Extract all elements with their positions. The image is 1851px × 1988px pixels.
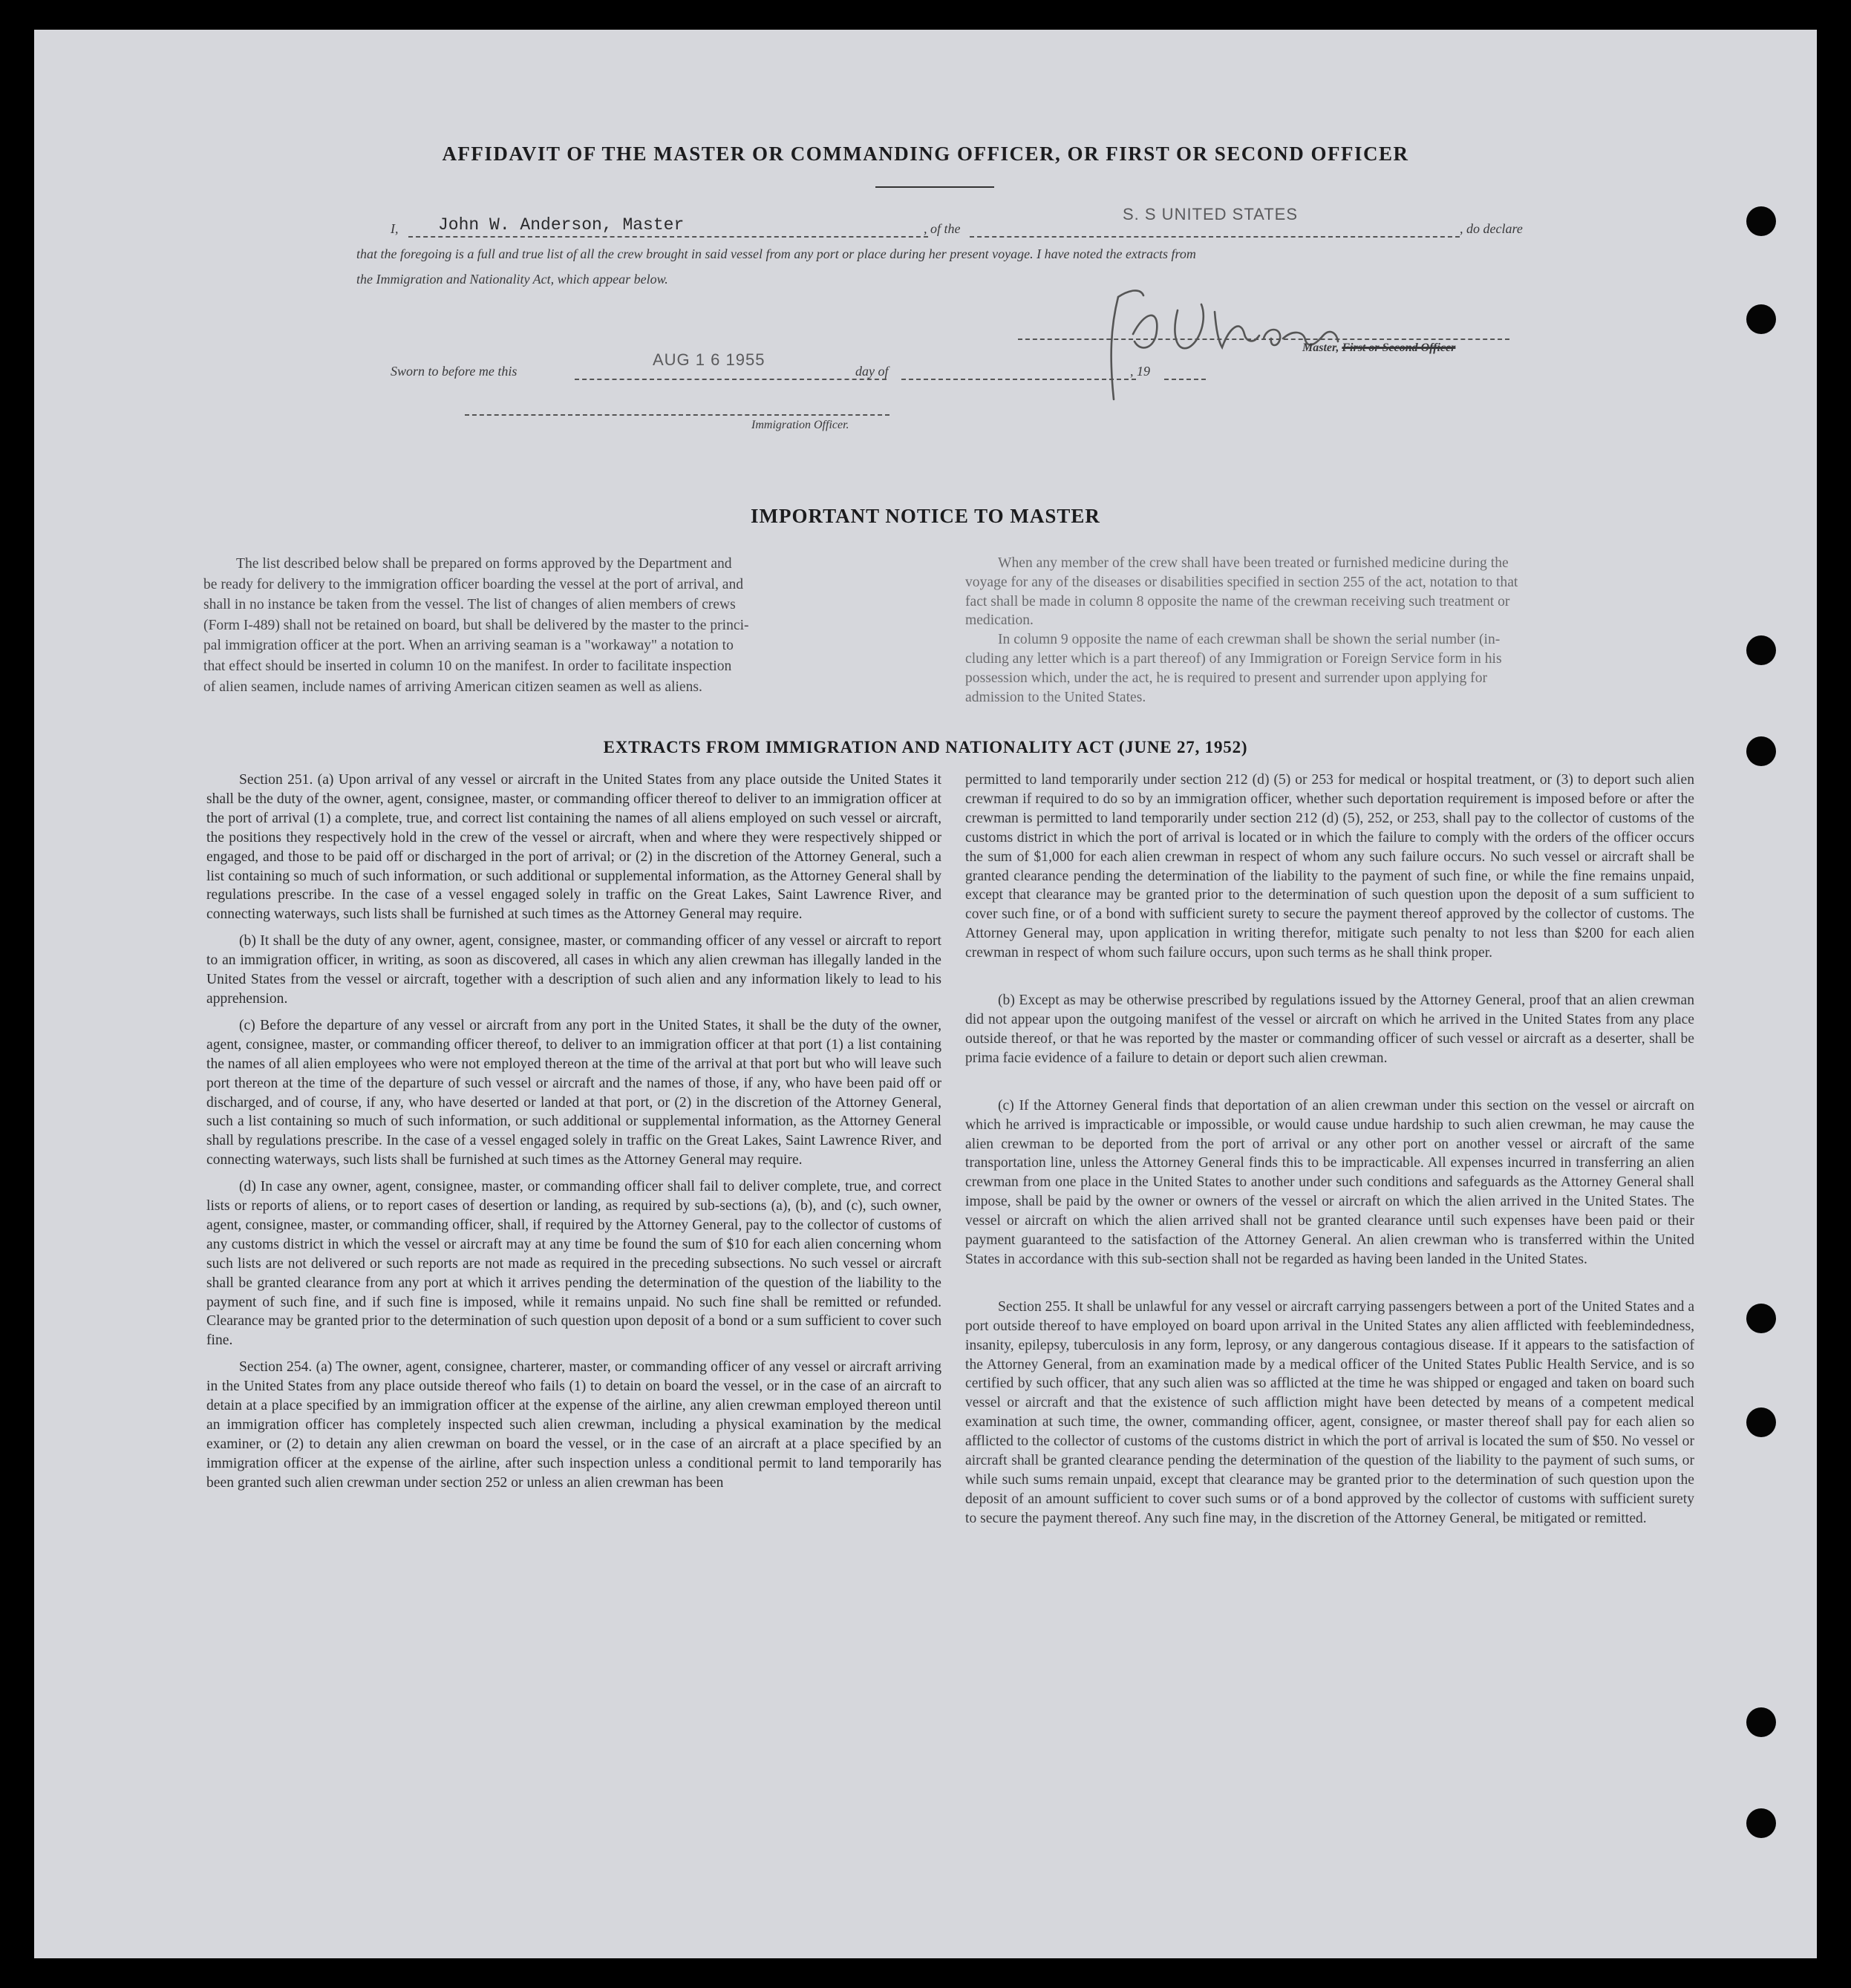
section-251-c: (c) Before the departure of any vessel or aircraft from any port in the United States, it shall be the duty of the owner, agent, consignee, master, or commanding officer thereof, to deliver to an immigration officer at that port (1) a list containing the names of all alien employees who were not employed thereon at the time of the arrival at that port but who will leave such port thereon at the time of the departure of such vessel or aircraft and the names of those, if any, who have been paid off or discharged, and of course, if any, who have deserted or landed at that port, or (2) in the discretion of the Attorney General, such a list containing so much of such information, or such additional or supplemental information, as the Attorney General shall by regulations prescribe. In the case of a vessel engaged solely in traffic on the Great Lakes, Saint Lawrence River, and connecting waterways, such lists shall be furnished at such times as the Attorney General may require. (206, 1017, 941, 1168)
extracts-title: EXTRACTS FROM IMMIGRATION AND NATIONALITY ACT (JUNE 27, 1952) (603, 738, 1248, 756)
section-254-c: (c) If the Attorney General finds that deportation of an alien crewman under this section on the vessel or aircraft on which he arrived is impracticable or impossible, or would cause undue hardship to such alien crewman, he may cause the alien crewman to be deported from the port of arrival or any other port on another vessel or aircraft of the same transportation line, unless the Attorney General finds this to be impracticable. All expenses incurred in transferring an alien crewman from one place in the United States to another under such conditions and safeguards as the Attorney General shall impose, shall be paid by the owner or owners of the vessel or aircraft on which the alien arrived in the United States. The vessel or aircraft on which the alien arrived shall not be granted clearance until such expenses have been paid or their payment guaranteed to the satisfaction of the Attorney General. An alien crewman who is transferred within the United States in accordance with this sub-section shall not be regarded as having been landed in the United States. (965, 1097, 1694, 1267)
title-rule (875, 186, 994, 188)
vessel-name-line (970, 236, 1460, 238)
sworn-label: Sworn to before me this (391, 364, 518, 379)
notice-right-line: cluding any letter which is a part thereof) of any Immigration or Foreign Service form in his (965, 650, 1502, 667)
punch-hole (1746, 635, 1776, 665)
punch-hole (1746, 1407, 1776, 1437)
section-251-b: (b) It shall be the duty of any owner, agent, consignee, master, or commanding officer of any vessel or aircraft to report to an immigration officer, in writing, as soon as discovered, all cases in which any alien crewman has illegally landed in the United States from the vessel or aircraft, together with a description of such alien and any information likely to lead to his apprehension. (206, 933, 941, 1007)
immigration-officer-caption: Immigration Officer. (751, 419, 849, 431)
section-254-a-continued: permitted to land temporarily under section 212 (d) (5) or 253 for medical or hospital treatment, or (3) to deport such alien crewman if required to do so by an immigration officer, whether such deportation requirement is imposed before or after the crewman is permitted to land temporarily under section 212 (d) (5), 252, or 253, shall pay to the collector of customs of the customs district in which the port of arrival is located or in which the failure to comply with the orders of the officer occurs the sum of $1,000 for each alien crewman in respect of whom any such failure occurs. No such vessel or aircraft shall be granted clearance pending the determination of the liability to the payment of such fine, or while the fine remains unpaid, except that clearance may be granted prior to the determination of such question upon the deposit of a sum sufficient to cover such fine, or of a bond with sufficient surety to secure the payment thereof approved by the collector of customs. The Attorney General may, upon application in writing therefor, mitigate such penalty to not less than $200 for each alien crewman in respect of whom such failure occurs, upon such terms as he shall think proper. (965, 772, 1694, 961)
sworn-date-line (575, 379, 887, 380)
notice-right-line: admission to the United States. (965, 689, 1146, 705)
punch-hole (1746, 304, 1776, 334)
day-of-label: day of (855, 364, 889, 379)
do-declare-label: , do declare (1460, 221, 1523, 236)
declaration-line-2: the Immigration and Nationality Act, which appear below. (356, 272, 668, 287)
master-caption-text: Master, (1302, 341, 1339, 354)
notice-right-line: possession which, under the act, he is required to present and surrender upon applying for (965, 670, 1488, 686)
master-name-field[interactable]: John W. Anderson, Master (438, 215, 685, 235)
of-the-label: , of the (924, 221, 961, 236)
section-251-a: Section 251. (a) Upon arrival of any vessel or aircraft in the United States from any place outside the United States it shall be the duty of the owner, agent, consignee, master, or commanding officer thereof to deliver to an immigration officer at the port of arrival (1) a complete, true, and correct list containing the names of all aliens employed on such vessel or aircraft, the positions they respectively hold in the crew of the vessel or aircraft, when and where they were respectively shipped or engaged, and those to be paid off or discharged in the port of arrival; or (2) in the discretion of the Attorney General, such a list containing so much of such information, or such additional or supplemental information, as the Attorney General shall by regulations prescribe. In the case of a vessel engaged solely in traffic on the Great Lakes, Saint Lawrence River, and connecting waterways, such lists shall be furnished at such times as the Attorney General may require. (206, 772, 941, 923)
document-page (34, 30, 1817, 1958)
master-name-line (408, 236, 928, 238)
notice-right-line: When any member of the crew shall have been treated or furnished medicine during the (998, 555, 1509, 571)
punch-hole (1746, 1808, 1776, 1838)
notice-left-line: that effect should be inserted in column 10 on the manifest. In order to facilitate inspection (203, 658, 732, 674)
notice-left-line: shall in no instance be taken from the vessel. The list of changes of alien members of crews (203, 597, 736, 613)
vessel-name-field[interactable]: S. S UNITED STATES (1123, 205, 1298, 223)
master-signature (1088, 267, 1371, 408)
master-caption (1302, 341, 1455, 355)
notice-right-line: fact shall be made in column 8 opposite the name of the crewman receiving such treatment or (965, 593, 1510, 609)
punch-hole (1746, 736, 1776, 766)
notice-left-line: be ready for delivery to the immigration officer boarding the vessel at the port of arrival, and (203, 576, 744, 592)
section-254-a: Section 254. (a) The owner, agent, consignee, charterer, master, or commanding officer of any vessel or aircraft arriving in the United States from any place outside thereof who fails (1) to detain on board the vessel, or in the case of an aircraft to detain at a place specified by an immigration officer at the expense of the airline, any alien crewman employed thereon until an immigration officer has completely inspected such alien crewman, including a physical examination by the medical examiner, or (2) to detain any alien crewman on board the vessel, or in the case of an aircraft at a place specified by an immigration officer at the expense of the airline, after such inspection unless a conditional permit to land temporarily has been granted such alien crewman under section 252 or unless an alien crewman has been (206, 1359, 941, 1491)
notice-right-line: medication. (965, 612, 1034, 629)
section-255: Section 255. It shall be unlawful for any vessel or aircraft carrying passengers between a port of the United States and a port outside thereof to have employed on board upon arrival in the United States any alien afflicted with feeblemindedness, insanity, epilepsy, tuberculosis in any form, leprosy, or any dangerous contagious disease. If it appears to the satisfaction of the Attorney General, from an examination made by a medical officer of the United States Public Health Service, and is so certified by such officer, that any such alien was so afflicted at the time he was shipped or engaged and taken on board such vessel or aircraft and that the existence of such affliction might have been detected by means of a competent medical examination at such time, the owner, commanding officer, agent, consignee, or master thereof shall pay for each alien so afflicted to the collector of customs of the customs district in which the port of arrival is located the sum of $50. No vessel or aircraft shall be granted clearance pending the determination of the question of the liability to the payment of such sums, or while such sums remain unpaid, except that clearance may be granted prior to the determination of such question upon the deposit of an amount sufficient to cover such sums or of a bond approved by the collector of customs with sufficient surety to secure the payment thereof. Any such fine may, in the discretion of the Attorney General, be mitigated or remitted. (965, 1298, 1695, 1526)
notice-left-line: The list described below shall be prepared on forms approved by the Department and (236, 556, 732, 572)
date-stamp: AUG 1 6 1955 (653, 350, 765, 369)
notice-right (965, 554, 1693, 707)
notice-title: IMPORTANT NOTICE TO MASTER (751, 505, 1100, 527)
year-prefix: , 19 (1130, 364, 1150, 379)
notice-right-line: In column 9 opposite the name of each crewman shall be shown the serial number (in- (998, 632, 1501, 648)
section-251-d: (d) In case any owner, agent, consignee, master, or commanding officer shall fail to deliver complete, true, and correct lists or reports of aliens, or to report cases of desertion or landing, as required by sub-sections (a), (b), and (c), such owner, agent, consignee, master, or commanding officer, shall, if required by the Attorney General, pay to the collector of customs of any customs district in which the vessel or aircraft may at any time be found the sum of $10 for each alien concerning whom such lists are not delivered or such reports are not made as required in the preceding subsections. No such vessel or aircraft shall be granted clearance from any port at which it arrives pending the determination of the question of the liability to the payment of such fine, and if such fine is imposed, while it remains unpaid. No such fine shall be remitted or refunded. Clearance may be granted prior to the determination of such question upon deposit of a bond or a sum sufficient to cover such fine. (206, 1179, 941, 1349)
punch-hole (1746, 1304, 1776, 1333)
punch-hole (1746, 1707, 1776, 1737)
declaration-line-1: that the foregoing is a full and true list of all the crew brought in said vessel from any port or place during her present voyage. I have noted the extracts from (356, 246, 1196, 261)
punch-hole (1746, 206, 1776, 236)
notice-left-line: pal immigration officer at the port. When an arriving seaman is a "workaway" a notation to (203, 638, 734, 654)
immigration-officer-line (465, 414, 889, 416)
notice-left-line: of alien seamen, include names of arriving American citizen seamen as well as aliens. (203, 679, 702, 695)
notice-left (203, 554, 941, 697)
notice-right-line: voyage for any of the diseases or disabilities specified in section 255 of the act, notation to that (965, 574, 1518, 590)
affidavit-title: AFFIDAVIT OF THE MASTER OR COMMANDING OFFICER, OR FIRST OR SECOND OFFICER (442, 143, 1409, 165)
struck-officer-caption: First or Second Officer (1342, 341, 1456, 354)
extracts-left-column (206, 771, 941, 1493)
section-254-b: (b) Except as may be otherwise prescribed by regulations issued by the Attorney General, proof that an alien crewman did not appear upon the outgoing manifest of the vessel or aircraft on which he arrived in the United States from any place outside thereof, or that he was reported by the master or commanding officer of such vessel or aircraft as a deserter, shall be prima facie evidence of a failure to detain or deport such alien crewman. (965, 993, 1694, 1066)
prefix-i: I, (391, 221, 399, 236)
year-line (1164, 379, 1206, 380)
extracts-right-column (965, 771, 1694, 1528)
notice-left-line: (Form I-489) shall not be retained on board, but shall be delivered by the master to the princi- (203, 617, 749, 633)
month-line (901, 379, 1136, 380)
